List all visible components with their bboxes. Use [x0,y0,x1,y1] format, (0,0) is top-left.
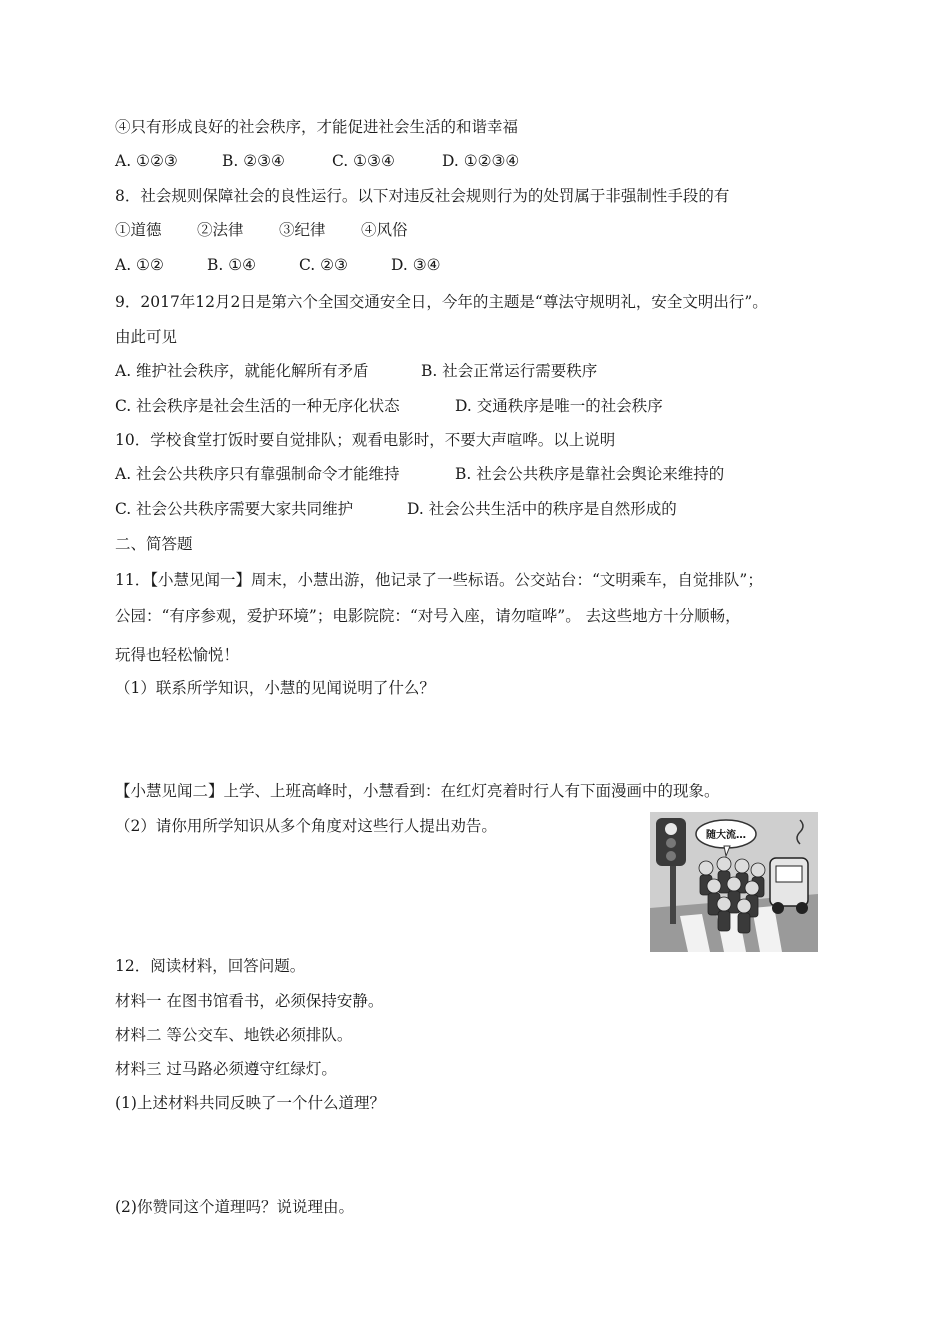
q12-material-3: 材料三 过马路必须遵守红绿灯。 [115,1060,337,1078]
q9-stem-line-2: 由此可见 [115,328,178,346]
q10-stem: 10．学校食堂打饭时要自觉排队；观看电影时，不要大声喧哗。以上说明 [115,431,616,449]
q11-line-1: 11．【小慧见闻一】周末，小慧出游，他记录了一些标语。公交站台：“文明乘车，自觉排队”； [115,571,763,589]
q10-choice-a: A. 社会公共秩序只有靠强制命令才能维持 [115,465,400,483]
q11-part-2: 【小慧见闻二】上学、上班高峰时，小慧看到：在红灯亮着时行人有下面漫画中的现象。 [115,782,720,800]
q8-choices [115,255,441,275]
q8-choice-b: B. ①④ [207,256,257,274]
q12-stem: 12．阅读材料，回答问题。 [115,957,306,975]
q11-subquestion-1: （1）联系所学知识，小慧的见闻说明了什么？ [115,679,435,697]
q8-choice-d: D. ③④ [391,256,441,274]
q9-stem-line-1: 9．2017年12月2日是第六个全国交通安全日，今年的主题是“尊法守规明礼，安全文明出行”。 [115,293,768,311]
cartoon-caption: 随大流… [706,830,746,841]
q9-choices-row-2 [115,396,663,416]
q8-item-1: ①道德 [115,221,162,239]
q12-material-2: 材料二 等公交车、地铁必须排队。 [115,1026,353,1044]
q8-items [115,220,408,240]
q7-choices [115,151,519,171]
q9-choice-a: A. 维护社会秩序，就能化解所有矛盾 [115,362,369,380]
q8-item-4: ④风俗 [361,221,408,239]
q7-choice-a: A. ①②③ [115,152,178,170]
q7-option-4: ④只有形成良好的社会秩序，才能促进社会生活的和谐幸福 [115,118,519,136]
q10-choices-row-1 [115,464,724,484]
q11-line-2: 公园：“有序参观，爱护环境”；电影院院：“对号入座，请勿喧哗”。 去这些地方十分顺畅， [115,607,741,625]
section-heading: 二、简答题 [115,535,193,553]
q11-subquestion-2: （2）请你用所学知识从多个角度对这些行人提出劝告。 [115,817,497,835]
pedestrians-cartoon [650,812,818,952]
q9-choices-row-1 [115,361,597,381]
q8-stem: 8．社会规则保障社会的良性运行。以下对违反社会规则行为的处罚属于非强制性手段的有 [115,187,730,205]
q7-choice-b: B. ②③④ [222,152,285,170]
q12-subquestion-1: (1)上述材料共同反映了一个什么道理？ [115,1094,385,1112]
q7-choice-c: C. ①③④ [332,152,395,170]
q8-item-3: ③纪律 [279,221,326,239]
q9-choice-b: B. 社会正常运行需要秩序 [421,362,598,380]
q12-material-1: 材料一 在图书馆看书，必须保持安静。 [115,992,384,1010]
q8-choice-a: A. ①② [115,256,164,274]
q11-line-3: 玩得也轻松愉悦！ [115,646,240,664]
q10-choice-c: C. 社会公共秩序需要大家共同维护 [115,500,354,518]
q8-item-2: ②法律 [197,221,244,239]
q10-choice-b: B. 社会公共秩序是靠社会舆论来维持的 [455,465,725,483]
q10-choices-row-2 [115,499,677,519]
q12-subquestion-2: (2)你赞同这个道理吗？说说理由。 [115,1198,354,1216]
q10-choice-d: D. 社会公共生活中的秩序是自然形成的 [407,500,677,518]
q9-choice-c: C. 社会秩序是社会生活的一种无序化状态 [115,397,400,415]
q8-choice-c: C. ②③ [299,256,348,274]
q9-choice-d: D. 交通秩序是唯一的社会秩序 [455,397,663,415]
q7-choice-d: D. ①②③④ [442,152,520,170]
